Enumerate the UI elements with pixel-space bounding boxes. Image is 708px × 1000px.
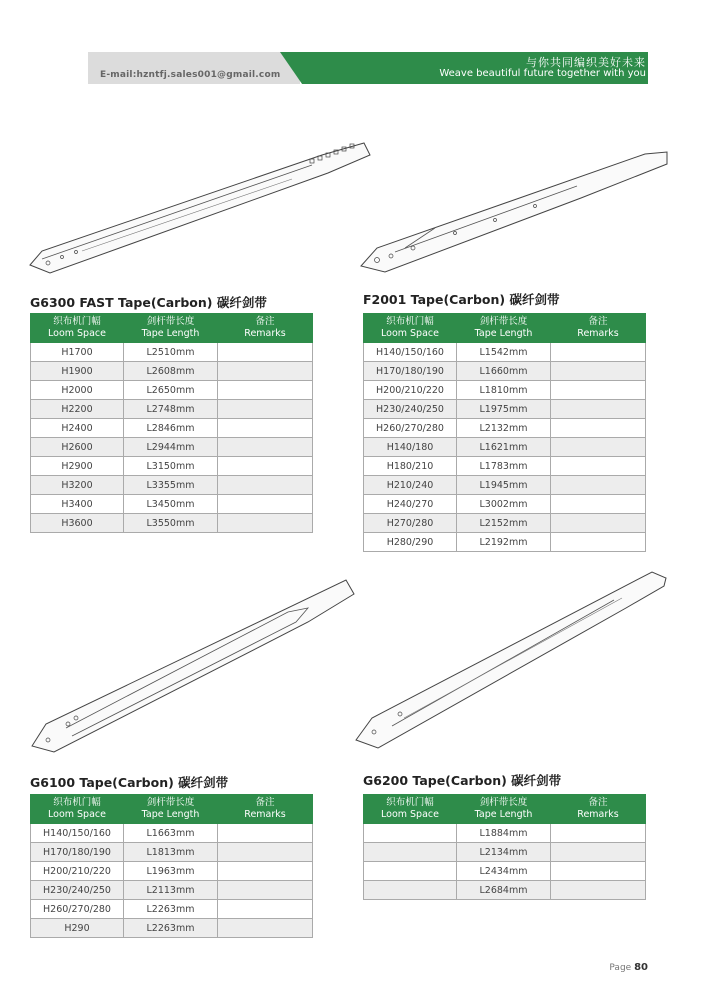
remarks-cell (218, 476, 313, 495)
header-remarks: 备注 Remarks (218, 795, 313, 824)
tape-length-cell: L2684mm (457, 881, 551, 900)
tape-length-cell: L1963mm (124, 862, 218, 881)
loom-space-cell: H200/210/220 (364, 381, 457, 400)
loom-space-cell: H3200 (31, 476, 124, 495)
spec-table-g6200 (363, 794, 646, 900)
tape-length-cell: L2113mm (124, 881, 218, 900)
table-row (364, 824, 646, 843)
table-row (31, 419, 313, 438)
table-header-row (31, 314, 313, 343)
loom-space-cell: H140/150/160 (31, 824, 124, 843)
table-row (31, 881, 313, 900)
table-row (364, 881, 646, 900)
loom-space-cell: H2600 (31, 438, 124, 457)
header-remarks: 备注 Remarks (218, 314, 313, 343)
header-loom-space: 织布机门幅 Loom Space (364, 795, 457, 824)
table-row (31, 438, 313, 457)
g6300-tape-illustration (22, 135, 372, 280)
table-row (364, 381, 646, 400)
table-row (31, 381, 313, 400)
tape-length-cell: L1783mm (457, 457, 551, 476)
loom-space-cell: H2000 (31, 381, 124, 400)
loom-space-cell: H1700 (31, 343, 124, 362)
table-row (364, 843, 646, 862)
remarks-cell (551, 400, 646, 419)
table-header-row (31, 795, 313, 824)
remarks-cell (218, 919, 313, 938)
loom-space-cell: H1900 (31, 362, 124, 381)
table-row (31, 514, 313, 533)
loom-space-cell: H2900 (31, 457, 124, 476)
remarks-cell (218, 362, 313, 381)
tape-length-cell: L3450mm (124, 495, 218, 514)
table-row (31, 824, 313, 843)
tape-length-cell: L2748mm (124, 400, 218, 419)
loom-space-cell (364, 862, 457, 881)
table-row (31, 862, 313, 881)
table-row (31, 919, 313, 938)
remarks-cell (551, 881, 646, 900)
loom-space-cell: H270/280 (364, 514, 457, 533)
header-remarks: 备注 Remarks (551, 795, 646, 824)
remarks-cell (218, 343, 313, 362)
tape-length-cell: L2650mm (124, 381, 218, 400)
remarks-cell (551, 824, 646, 843)
loom-space-cell: H180/210 (364, 457, 457, 476)
tape-length-cell: L3550mm (124, 514, 218, 533)
spec-table-f2001 (363, 313, 646, 552)
remarks-cell (218, 900, 313, 919)
loom-space-cell: H280/290 (364, 533, 457, 552)
remarks-cell (218, 400, 313, 419)
loom-space-cell (364, 843, 457, 862)
tape-length-cell: L1660mm (457, 362, 551, 381)
tape-length-cell: L2152mm (457, 514, 551, 533)
tape-length-cell: L2192mm (457, 533, 551, 552)
tape-length-cell: L1945mm (457, 476, 551, 495)
table-row (364, 343, 646, 362)
remarks-cell (218, 419, 313, 438)
loom-space-cell: H210/240 (364, 476, 457, 495)
g6100-tape-illustration (26, 578, 358, 758)
loom-space-cell: H290 (31, 919, 124, 938)
tape-length-cell: L1663mm (124, 824, 218, 843)
remarks-cell (551, 362, 646, 381)
header-loom-space: 织布机门幅 Loom Space (364, 314, 457, 343)
loom-space-cell: H260/270/280 (364, 419, 457, 438)
header-remarks: 备注 Remarks (551, 314, 646, 343)
product-title-g6100: G6100 Tape(Carbon) 碳纤剑带 (30, 775, 229, 790)
remarks-cell (218, 457, 313, 476)
remarks-cell (551, 843, 646, 862)
remarks-cell (218, 438, 313, 457)
slogan-chinese: 与你共同编织美好未来 (526, 56, 646, 69)
remarks-cell (218, 381, 313, 400)
g6200-tape-illustration (352, 568, 672, 750)
tape-length-cell: L2434mm (457, 862, 551, 881)
table-row (364, 457, 646, 476)
loom-space-cell: H230/240/250 (364, 400, 457, 419)
loom-space-cell: H170/180/190 (364, 362, 457, 381)
tape-length-cell: L3355mm (124, 476, 218, 495)
remarks-cell (551, 476, 646, 495)
remarks-cell (218, 862, 313, 881)
loom-space-cell: H170/180/190 (31, 843, 124, 862)
remarks-cell (551, 438, 646, 457)
spec-table-g6100 (30, 794, 313, 938)
tape-length-cell: L2263mm (124, 919, 218, 938)
table-row (364, 495, 646, 514)
remarks-cell (218, 843, 313, 862)
table-row (364, 438, 646, 457)
product-title-g6300: G6300 FAST Tape(Carbon) 碳纤剑带 (30, 295, 267, 310)
loom-space-cell: H3600 (31, 514, 124, 533)
tape-length-cell: L2846mm (124, 419, 218, 438)
f2001-tape-illustration (355, 148, 673, 278)
loom-space-cell: H2400 (31, 419, 124, 438)
remarks-cell (218, 881, 313, 900)
tape-length-cell: L1884mm (457, 824, 551, 843)
tape-length-cell: L2134mm (457, 843, 551, 862)
loom-space-cell: H3400 (31, 495, 124, 514)
table-row (31, 495, 313, 514)
table-row (31, 900, 313, 919)
remarks-cell (551, 457, 646, 476)
remarks-cell (218, 514, 313, 533)
header-tape-length: 剑杆带长度 Tape Length (457, 314, 551, 343)
remarks-cell (551, 862, 646, 881)
table-row (31, 343, 313, 362)
remarks-cell (551, 533, 646, 552)
loom-space-cell: H140/150/160 (364, 343, 457, 362)
tape-length-cell: L2944mm (124, 438, 218, 457)
tape-length-cell: L1542mm (457, 343, 551, 362)
table-header-row (364, 795, 646, 824)
header-tape-length: 剑杆带长度 Tape Length (457, 795, 551, 824)
contact-email[interactable]: E-mail:hzntfj.sales001@gmail.com (100, 70, 281, 80)
table-row (31, 400, 313, 419)
header-tape-length: 剑杆带长度 Tape Length (124, 314, 218, 343)
remarks-cell (551, 514, 646, 533)
tape-length-cell: L1810mm (457, 381, 551, 400)
tape-length-cell: L2132mm (457, 419, 551, 438)
table-row (364, 514, 646, 533)
slogan-english: Weave beautiful future together with you (439, 68, 646, 79)
tape-length-cell: L2510mm (124, 343, 218, 362)
table-row (31, 457, 313, 476)
loom-space-cell: H140/180 (364, 438, 457, 457)
remarks-cell (551, 381, 646, 400)
loom-space-cell: H200/210/220 (31, 862, 124, 881)
loom-space-cell: H240/270 (364, 495, 457, 514)
table-row (364, 400, 646, 419)
loom-space-cell: H260/270/280 (31, 900, 124, 919)
product-title-f2001: F2001 Tape(Carbon) 碳纤剑带 (363, 292, 560, 307)
table-row (364, 362, 646, 381)
header-loom-space: 织布机门幅 Loom Space (31, 314, 124, 343)
table-header-row (364, 314, 646, 343)
tape-length-cell: L2263mm (124, 900, 218, 919)
loom-space-cell (364, 881, 457, 900)
header-tape-length: 剑杆带长度 Tape Length (124, 795, 218, 824)
loom-space-cell: H2200 (31, 400, 124, 419)
remarks-cell (551, 343, 646, 362)
table-row (364, 862, 646, 881)
tape-length-cell: L1621mm (457, 438, 551, 457)
tape-length-cell: L1813mm (124, 843, 218, 862)
product-title-g6200: G6200 Tape(Carbon) 碳纤剑带 (363, 773, 562, 788)
table-row (364, 476, 646, 495)
page-number: Page 80 (609, 962, 648, 973)
table-row (364, 419, 646, 438)
remarks-cell (218, 824, 313, 843)
table-row (31, 476, 313, 495)
table-row (364, 533, 646, 552)
remarks-cell (218, 495, 313, 514)
tape-length-cell: L2608mm (124, 362, 218, 381)
table-row (31, 362, 313, 381)
remarks-cell (551, 495, 646, 514)
loom-space-cell (364, 824, 457, 843)
tape-length-cell: L3002mm (457, 495, 551, 514)
tape-length-cell: L1975mm (457, 400, 551, 419)
spec-table-g6300 (30, 313, 313, 533)
table-row (31, 843, 313, 862)
remarks-cell (551, 419, 646, 438)
loom-space-cell: H230/240/250 (31, 881, 124, 900)
header-loom-space: 织布机门幅 Loom Space (31, 795, 124, 824)
tape-length-cell: L3150mm (124, 457, 218, 476)
